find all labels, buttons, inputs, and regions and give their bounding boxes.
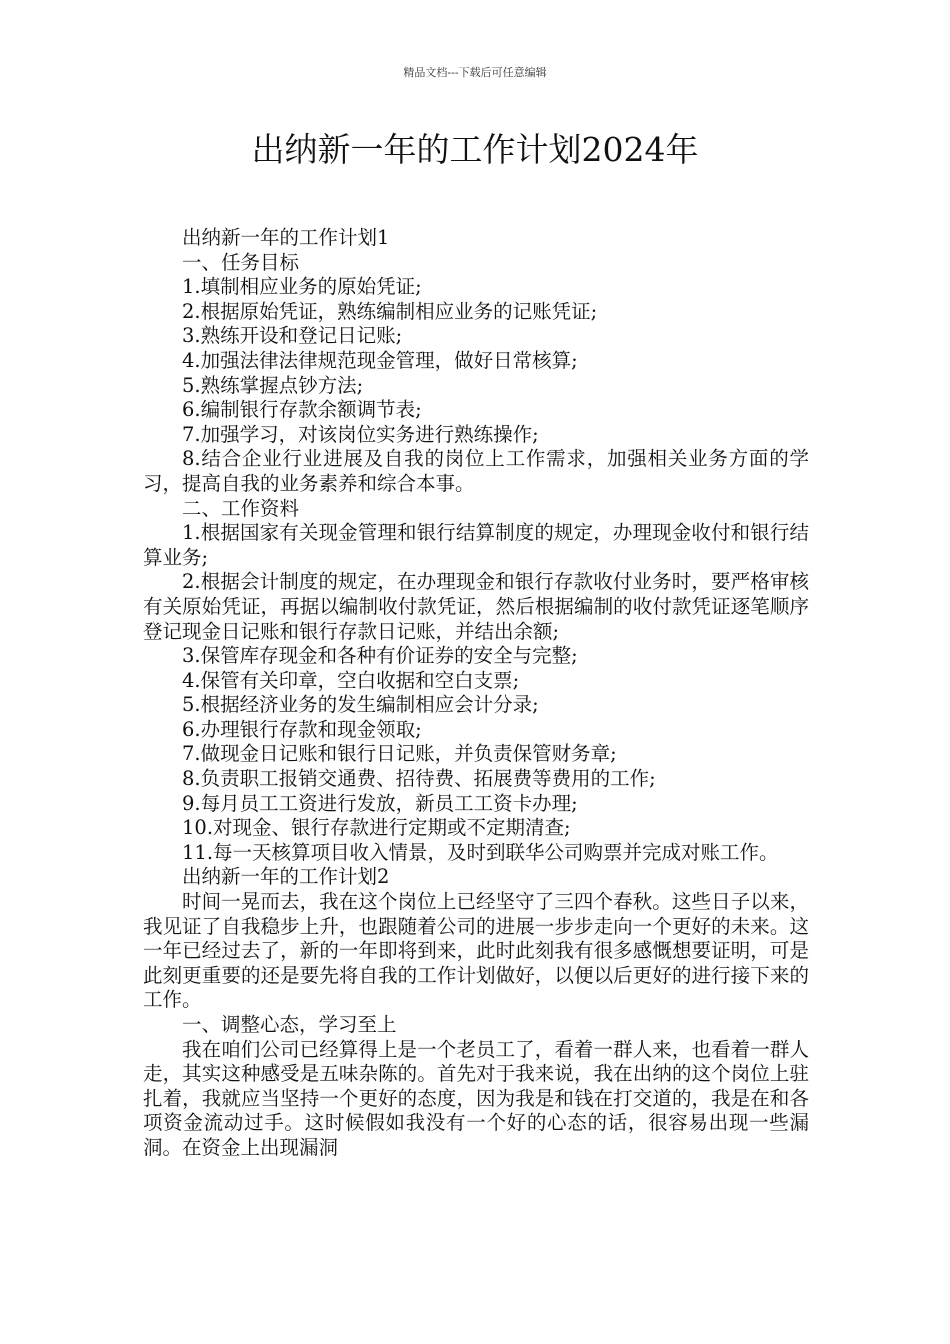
list-item: 6.编制银行存款余额调节表; bbox=[182, 398, 422, 422]
list-item: 7.做现金日记账和银行日记账，并负责保管财务章; bbox=[182, 742, 617, 766]
section-heading: 出纳新一年的工作计划2 bbox=[182, 865, 390, 889]
body-paragraph: 我在咱们公司已经算得上是一个老员工了，看着一群人来，也看着一群人走，其实这种感受是五味杂陈的。首先对于我来说，我在出纳的这个岗位上驻扎着，我就应当坚持一个更好的态度，因为我是和钱在打交道的，我是在和各项资金流动过手。这时候假如我没有一个好的心态的话，很容易出现一些漏洞。在资金上出现漏洞 bbox=[143, 1037, 809, 1159]
subsection-heading: 二、工作资料 bbox=[182, 496, 300, 520]
subsection-heading: 一、任务目标 bbox=[182, 250, 300, 274]
list-item: 11.每一天核算项目收入情景，及时到联华公司购票并完成对账工作。 bbox=[182, 840, 779, 864]
list-item: 2.根据原始凭证，熟练编制相应业务的记账凭证; bbox=[182, 299, 598, 323]
body-paragraph: 时间一晃而去，我在这个岗位上已经坚守了三四个春秋。这些日子以来，我见证了自我稳步上升，也跟随着公司的进展一步步走向一个更好的未来。这一年已经过去了，新的一年即将到来，此时此刻我有很多感慨想要证明，可是此刻更重要的还是要先将自我的工作计划做好，以便以后更好的进行接下来的工作。 bbox=[143, 890, 809, 1012]
list-item: 9.每月员工工资进行发放，新员工工资卡办理; bbox=[182, 791, 578, 815]
list-item: 8.结合企业行业进展及自我的岗位上工作需求，加强相关业务方面的学习，提高自我的业务素养和综合本事。 bbox=[143, 447, 809, 495]
list-item: 6.办理银行存款和现金领取; bbox=[182, 717, 422, 741]
list-item: 7.加强学习，对该岗位实务进行熟练操作; bbox=[182, 422, 539, 446]
document-body bbox=[143, 226, 809, 1161]
list-item: 4.加强法律法律规范现金管理，做好日常核算; bbox=[182, 348, 578, 372]
list-item: 1.填制相应业务的原始凭证; bbox=[182, 275, 422, 299]
list-item: 8.负责职工报销交通费、招待费、拓展费等费用的工作; bbox=[182, 767, 656, 791]
list-item: 5.熟练掌握点钞方法; bbox=[182, 373, 364, 397]
section-heading: 出纳新一年的工作计划1 bbox=[182, 226, 390, 249]
list-item: 1.根据国家有关现金管理和银行结算制度的规定，办理现金收付和银行结算业务; bbox=[143, 521, 809, 569]
page-header: 精品文档---下载后可任意编辑 bbox=[403, 66, 547, 79]
subsection-heading: 一、调整心态，学习至上 bbox=[182, 1013, 397, 1036]
list-item: 2.根据会计制度的规定，在办理现金和银行存款收付业务时，要严格审核有关原始凭证，再据以编制收付款凭证，然后根据编制的收付款凭证逐笔顺序登记现金日记账和银行存款日记账，并结出余额; bbox=[143, 570, 809, 643]
document-title: 出纳新一年的工作计划2024年 bbox=[251, 130, 699, 169]
list-item: 4.保管有关印章，空白收据和空白支票; bbox=[182, 668, 520, 692]
list-item: 10.对现金、银行存款进行定期或不定期清查; bbox=[182, 816, 571, 840]
list-item: 5.根据经济业务的发生编制相应会计分录; bbox=[182, 693, 539, 717]
list-item: 3.保管库存现金和各种有价证券的安全与完整; bbox=[182, 644, 578, 668]
list-item: 3.熟练开设和登记日记账; bbox=[182, 324, 403, 348]
